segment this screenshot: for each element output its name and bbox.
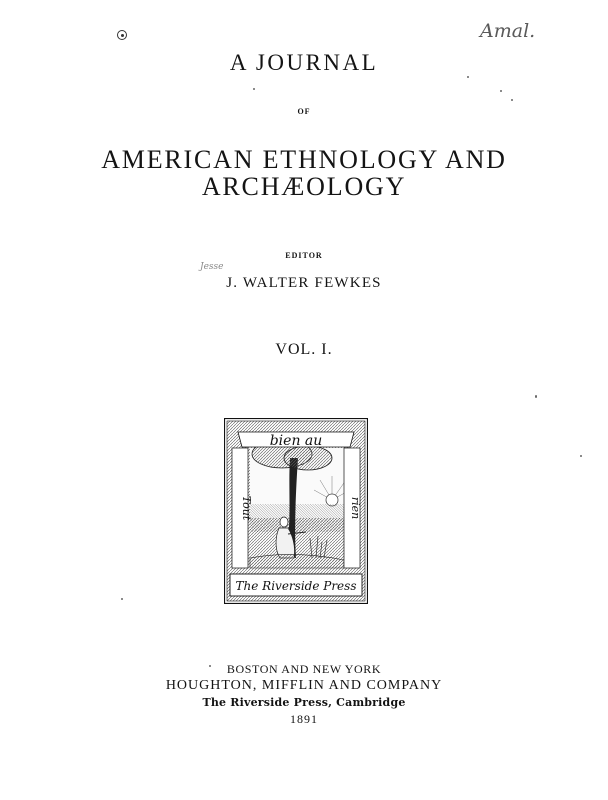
imprint-publisher: HOUGHTON, MIFFLIN AND COMPANY bbox=[165, 678, 443, 693]
paper-speck bbox=[535, 395, 537, 398]
title-line-journal: A JOURNAL bbox=[229, 50, 379, 75]
imprint-year: 1891 bbox=[290, 712, 318, 726]
paper-speck bbox=[121, 598, 123, 600]
title-line-of: OF bbox=[297, 107, 311, 116]
paper-speck bbox=[253, 88, 255, 90]
imprint-cities: BOSTON AND NEW YORK bbox=[226, 662, 382, 676]
handwritten-annotation-top: Amal. bbox=[480, 20, 536, 42]
paper-speck bbox=[467, 76, 469, 78]
library-stamp-icon bbox=[117, 30, 127, 40]
device-banner-bottom: The Riverside Press bbox=[235, 579, 357, 593]
device-banner-right: rien bbox=[349, 496, 362, 520]
riverside-press-device bbox=[224, 418, 368, 604]
editor-name: J. WALTER FEWKES bbox=[226, 275, 382, 291]
device-banner-left: Tout bbox=[240, 495, 253, 521]
volume-number: VOL. I. bbox=[275, 341, 333, 358]
paper-speck bbox=[500, 90, 502, 92]
paper-speck bbox=[580, 455, 582, 457]
imprint-press: The Riverside Press, Cambridge bbox=[202, 696, 406, 709]
paper-speck bbox=[511, 99, 513, 101]
title-line-american-ethnology: AMERICAN ETHNOLOGY AND bbox=[101, 145, 507, 174]
device-banner-top: bien au bbox=[269, 433, 323, 449]
editor-label: EDITOR bbox=[285, 251, 323, 260]
paper-speck bbox=[209, 665, 211, 667]
title-line-archaeology: ARCHÆOLOGY bbox=[201, 172, 407, 201]
handwritten-annotation-editor: Jesse bbox=[200, 262, 224, 272]
